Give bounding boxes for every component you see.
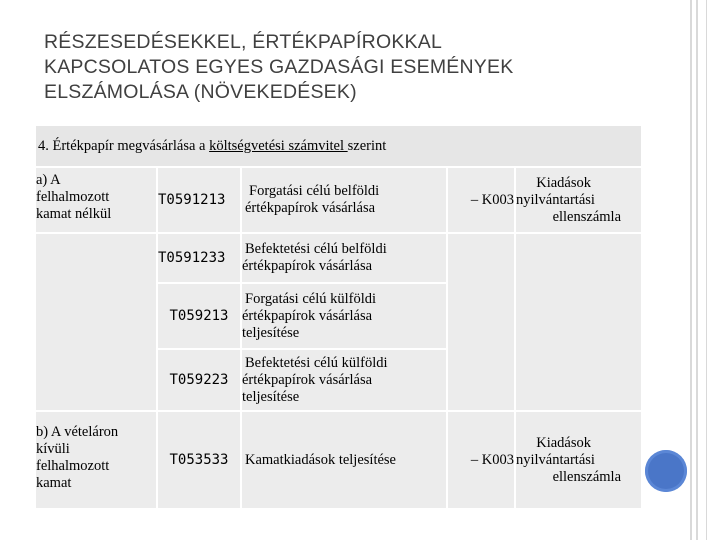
title-line-2: KAPCSOLATOS EGYES GAZDASÁGI ESEMÉNYEK	[44, 56, 514, 78]
decorative-circle	[645, 450, 687, 492]
row-5-desc-line-1: Kamatkiadások teljesítése	[245, 451, 396, 468]
section-a-line-2: felhalmozott	[36, 189, 110, 205]
section-b-line-3: felhalmozott	[36, 458, 110, 474]
table-row-5-code: T053533	[158, 412, 240, 508]
header-text-underlined: költségvetési számvitel	[209, 138, 348, 154]
table-header	[36, 126, 641, 166]
credit-b-account-line-3: ellenszámla	[552, 468, 621, 485]
row-3-desc-line-3: teljesítése	[242, 324, 300, 341]
header-text-after: szerint	[347, 138, 387, 154]
credit-b-account	[516, 412, 641, 508]
frame-line-middle	[696, 0, 698, 540]
table-row-3-code: T059213	[158, 284, 240, 348]
section-a-label	[36, 168, 156, 232]
credit-a-account-line-3: ellenszámla	[552, 208, 621, 225]
section-b-line-4: kamat	[36, 475, 72, 491]
row-2-desc-line-1: Befektetési célú belföldi	[245, 241, 387, 257]
frame-line-left	[690, 0, 692, 540]
section-b-line-1: b) A vételáron	[36, 424, 119, 440]
section-a-line-1: a) A	[36, 172, 61, 188]
table-row-5-desc	[242, 412, 446, 508]
row-3-desc-line-1: Forgatási célú külföldi	[245, 290, 377, 307]
table-row-1-desc	[242, 168, 446, 232]
accounting-table	[36, 126, 641, 508]
table-row-4-code: T059223	[158, 350, 240, 410]
frame-line-right	[706, 0, 707, 540]
credit-a-code: – K003	[448, 168, 514, 232]
table-row-2-desc	[242, 234, 446, 282]
title-line-1: RÉSZESEDÉSEKKEL, ÉRTÉKPAPÍROKKAL	[44, 31, 442, 53]
credit-b-account-line-1: Kiadások	[536, 434, 591, 451]
table-row-1-code: T0591213	[158, 168, 240, 232]
row-2-desc-line-2: értékpapírok vásárlása	[242, 258, 373, 274]
row-1-desc-line-1: Forgatási célú belföldi	[249, 183, 380, 199]
section-a-line-3: kamat nélkül	[36, 206, 112, 222]
section-b-line-2: kívüli	[36, 441, 70, 457]
section-a-filler	[36, 234, 156, 410]
credit-a-account-line-1: Kiadások	[536, 174, 591, 191]
page-title	[44, 30, 604, 105]
row-3-desc-line-2: értékpapírok vásárlása	[242, 307, 373, 324]
credit-code-filler	[448, 234, 514, 410]
row-4-desc-line-1: Befektetési célú külföldi	[245, 354, 388, 371]
row-4-desc-line-2: értékpapírok vásárlása	[242, 371, 373, 388]
header-text-before: 4. Értékpapír megvásárlása a	[38, 138, 210, 154]
row-4-desc-line-3: teljesítése	[242, 388, 300, 405]
credit-a-account-line-2: nyilvántartási	[516, 191, 595, 208]
title-line-3: ELSZÁMOLÁSA (NÖVEKEDÉSEK)	[44, 81, 357, 103]
row-1-desc-line-2: értékpapírok vásárlása	[245, 200, 376, 216]
credit-account-filler	[516, 234, 641, 410]
section-b-label	[36, 412, 156, 508]
credit-a-account	[516, 168, 641, 232]
credit-b-code: – K003	[448, 412, 514, 508]
table-row-4-desc	[242, 350, 446, 410]
table-row-2-code: T0591233	[158, 234, 240, 282]
credit-b-account-line-2: nyilvántartási	[516, 451, 595, 468]
table-row-3-desc	[242, 284, 446, 348]
